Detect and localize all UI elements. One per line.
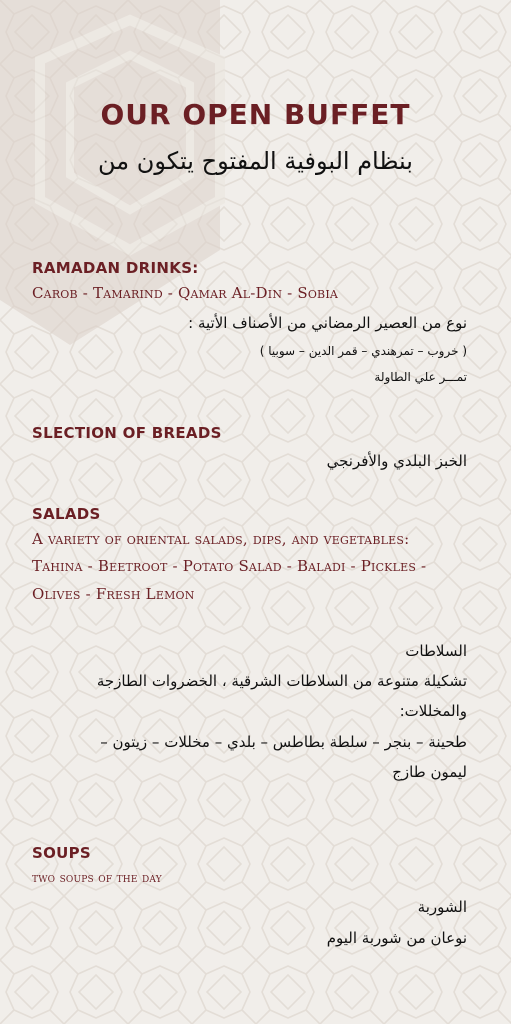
salads-ar-line5: ليمون طازج	[392, 763, 467, 781]
soups-ar-line2: نوعان من شوربة اليوم	[326, 929, 467, 947]
breads-ar-line1: الخبز البلدي والأفرنجي	[326, 452, 467, 470]
drinks-items-en: Carob - Tamarind - Qamar Al-Din - Sobia	[32, 284, 339, 302]
breads-heading: SLECTION OF BREADS	[32, 424, 222, 442]
salads-heading: SALADS	[32, 505, 101, 523]
salads-ar-line1: السلاطات	[405, 642, 467, 660]
drinks-heading: RAMADAN DRINKS:	[32, 259, 199, 277]
salads-en-line3: Olives - Fresh Lemon	[32, 585, 195, 603]
soups-ar-line1: الشوربة	[417, 898, 467, 916]
salads-ar-line4: طحينة – بنجر – سلطة بطاطس – بلدي – مخللات – زيتون –	[100, 733, 467, 751]
page-subtitle-ar: بنظام البوفية المفتوح يتكون من	[98, 147, 413, 175]
soups-heading: SOUPS	[32, 844, 92, 862]
drinks-ar-line3: تمـــر علي الطاولة	[374, 370, 467, 384]
salads-en-line2: Tahina - Beetroot - Potato Salad - Baladi - Pickles -	[32, 557, 427, 575]
drinks-ar-line1: نوع من العصير الرمضاني من الأصناف الأتية :	[188, 314, 467, 332]
salads-ar-line3: والمخللات:	[399, 702, 467, 720]
page-title: OUR OPEN BUFFET	[100, 98, 411, 131]
soups-en-line1: two soups of the day	[32, 871, 162, 886]
salads-en-line1: A variety of oriental salads, dips, and vegetables:	[32, 530, 410, 548]
drinks-ar-line2: ( خروب – تمرهندي – قمر الدين – سوبيا )	[259, 344, 467, 358]
salads-ar-line2: تشكيلة متنوعة من السلاطات الشرقية ، الخضروات الطازجة	[96, 672, 467, 690]
